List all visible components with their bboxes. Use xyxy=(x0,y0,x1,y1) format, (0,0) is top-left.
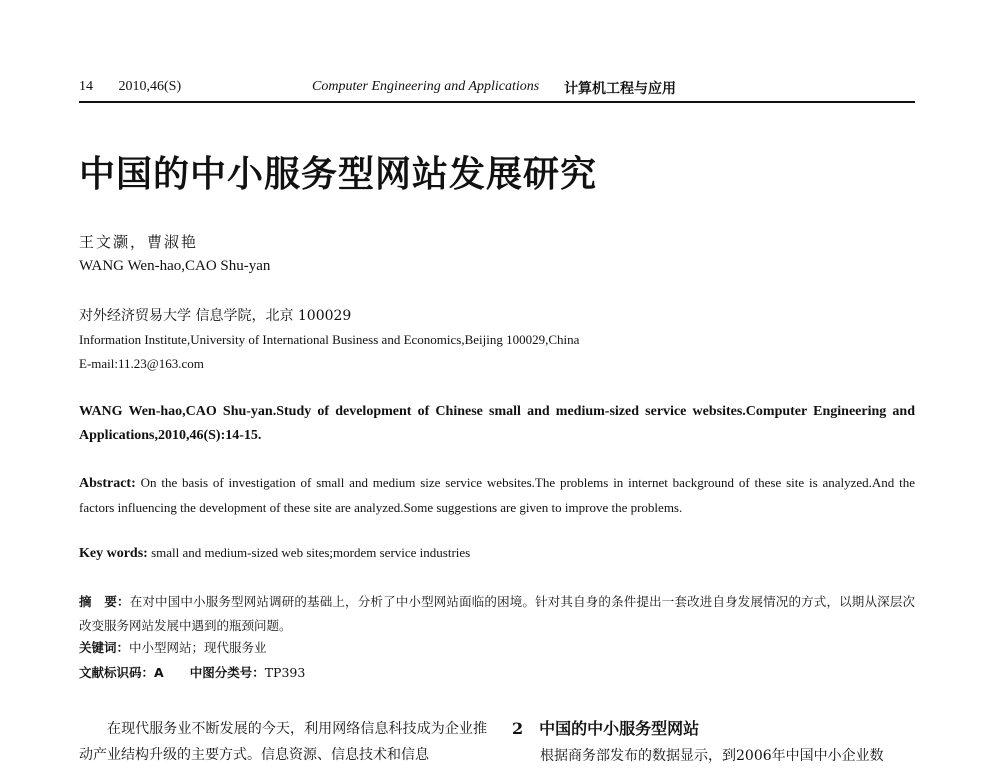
abstract-label: Abstract: xyxy=(79,476,136,491)
running-header xyxy=(79,79,203,95)
doc-code-label: 文献标识码： xyxy=(79,665,155,680)
cn-keywords-text: 中小型网站；现代服务业 xyxy=(129,640,267,655)
doc-code-value: A xyxy=(154,665,164,680)
paper-title: 中国的中小服务型网站发展研究 xyxy=(79,153,598,195)
abstract-en xyxy=(79,471,915,520)
cn-abstract-label: 摘 要： xyxy=(79,594,130,609)
section-number: 2 xyxy=(512,719,524,738)
authors-en: WANG Wen-hao,CAO Shu-yan xyxy=(79,258,271,274)
affiliation-cn: 对外经济贸易大学 信息学院，北京 100029 xyxy=(79,308,352,324)
author-email: E-mail:11.23@163.com xyxy=(79,356,204,371)
body-text-right: 根据商务部发布的数据显示，到2006年中国中小企业数 xyxy=(540,748,884,764)
volume-info: 2010,46(S) xyxy=(118,79,182,94)
journal-name-en: Computer Engineering and Applications xyxy=(312,79,540,94)
citation: WANG Wen-hao,CAO Shu-yan.Study of development of Chinese small and medium-sized service websites.Computer Engineering and Applications,2010,46(S):14-15. xyxy=(79,404,915,443)
keywords-cn xyxy=(79,638,267,656)
cn-abstract-text: 在对中国中小服务型网站调研的基础上，分析了中小型网站面临的困境。针对其自身的条件提出一套改进自身发展情况的方式，以期从深层次改变服务网站发展中遇到的瓶颈问题。 xyxy=(79,594,915,633)
classification-codes xyxy=(79,663,305,681)
section-heading xyxy=(512,716,699,739)
section-title: 中国的中小服务型网站 xyxy=(539,719,700,738)
authors-cn: 王文灏，曹淑艳 xyxy=(79,233,199,251)
abstract-text: On the basis of investigation of small and medium size service websites.The problems in internet background of these site is analyzed.And the factors influencing the development of these site are analyzed.Some suggestions are given to improve the problems. xyxy=(79,475,916,515)
class-code-value: TP393 xyxy=(264,665,306,680)
abstract-cn xyxy=(79,590,915,638)
affiliation-en: Information Institute,University of International Business and Economics,Beijing 100029,China xyxy=(79,332,580,347)
keywords-label: Key words: xyxy=(79,546,148,561)
header-divider xyxy=(79,101,915,103)
class-code-label: 中图分类号： xyxy=(189,665,265,680)
body-text-left: 在现代服务业不断发展的今天，利用网络信息科技成为企业推动产业结构升级的主要方式。信息资源、信息技术和信息 xyxy=(79,721,487,763)
keywords-text: small and medium-sized web sites;mordem service industries xyxy=(151,545,471,560)
keywords-en xyxy=(79,545,470,562)
journal-name-cn: 计算机工程与应用 xyxy=(564,81,676,97)
cn-keywords-label: 关键词： xyxy=(79,640,130,655)
page-number: 14 xyxy=(79,79,93,94)
